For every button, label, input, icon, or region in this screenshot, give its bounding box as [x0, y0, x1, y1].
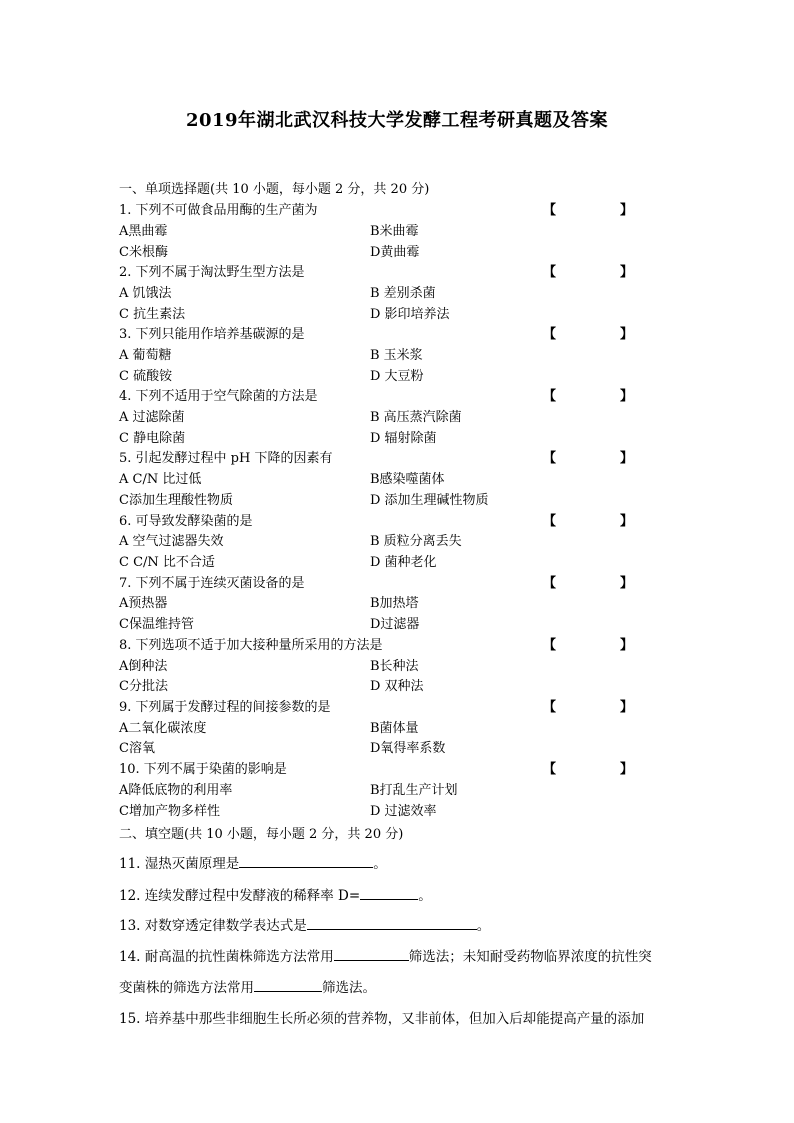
option-b[interactable]: B 质粒分离丢失: [370, 534, 462, 550]
answer-bracket-left: 【: [543, 389, 557, 405]
question-stem: 7. 下列不属于连续灭菌设备的是: [119, 575, 305, 591]
question-stem: 6. 可导致发酵染菌的是: [119, 513, 253, 529]
question-stem: 1. 下列不可做食品用酶的生产菌为: [119, 203, 318, 218]
answer-bracket-right: 】: [620, 575, 634, 591]
option-d[interactable]: D 添加生理碱性物质: [370, 493, 489, 508]
fill-question-12: [119, 885, 432, 906]
option-b[interactable]: B打乱生产计划: [370, 782, 458, 798]
option-d[interactable]: D 过滤效率: [370, 803, 437, 819]
option-a[interactable]: A C/N 比过低: [119, 472, 202, 488]
answer-bracket-right: 】: [620, 761, 634, 777]
answer-bracket-left: 【: [543, 265, 557, 281]
answer-blank[interactable]: [254, 977, 322, 992]
option-d[interactable]: D 双种法: [370, 679, 424, 695]
question-stem: 9. 下列属于发酵过程的间接参数的是: [119, 699, 331, 715]
fill-question-13: [119, 915, 490, 936]
answer-blank[interactable]: [334, 946, 409, 961]
option-d[interactable]: D 菌种老化: [370, 555, 437, 571]
option-d[interactable]: D黄曲霉: [370, 244, 420, 260]
answer-bracket-left: 【: [543, 513, 557, 529]
fill-question-text: 14. 耐高温的抗性菌株筛选方法常用: [119, 949, 334, 965]
answer-bracket-left: 【: [543, 203, 557, 218]
option-a[interactable]: A预热器: [119, 596, 168, 612]
fill-question-15: 15. 培养基中那些非细胞生长所必须的营养物，又非前体，但加入后却能提高产量的添加: [119, 1011, 645, 1027]
fill-question-text: 变菌株的筛选方法常用: [119, 980, 254, 996]
option-d[interactable]: D 影印培养法: [370, 306, 450, 322]
option-a[interactable]: A 饥饿法: [119, 285, 172, 301]
option-b[interactable]: B 高压蒸汽除菌: [370, 410, 462, 426]
question-stem: 8. 下列选项不适于加大接种量所采用的方法是: [119, 637, 383, 653]
answer-bracket-right: 】: [620, 451, 634, 467]
option-a[interactable]: A 葡萄糖: [119, 348, 172, 363]
option-c[interactable]: C保温维持管: [119, 617, 194, 633]
option-d[interactable]: D氧得率系数: [370, 741, 446, 757]
answer-bracket-right: 】: [620, 203, 634, 218]
option-b[interactable]: B感染噬菌体: [370, 472, 445, 488]
section-heading-choice: 一、单项选择题(共 10 小题，每小题 2 分，共 20 分): [119, 182, 430, 197]
answer-bracket-right: 】: [620, 327, 634, 343]
option-b[interactable]: B菌体量: [370, 720, 419, 736]
option-b[interactable]: B米曲霉: [370, 223, 419, 239]
answer-blank[interactable]: [360, 885, 418, 900]
option-c[interactable]: C C/N 比不合适: [119, 555, 215, 571]
answer-bracket-right: 】: [620, 513, 634, 529]
option-a[interactable]: A二氧化碳浓度: [119, 720, 207, 736]
fill-question-text: 。: [476, 918, 491, 934]
question-stem: 2. 下列不属于淘汰野生型方法是: [119, 265, 305, 281]
answer-bracket-right: 】: [620, 265, 634, 281]
question-stem: 3. 下列只能用作培养基碳源的是: [119, 327, 305, 343]
option-a[interactable]: A 过滤除菌: [119, 410, 185, 426]
answer-bracket-left: 【: [543, 327, 557, 343]
option-a[interactable]: A 空气过滤器失效: [119, 534, 224, 550]
answer-bracket-left: 【: [543, 451, 557, 467]
option-a[interactable]: A黑曲霉: [119, 223, 168, 239]
option-c[interactable]: C分批法: [119, 679, 168, 695]
option-d[interactable]: D 大豆粉: [370, 368, 424, 384]
option-b[interactable]: B 差别杀菌: [370, 285, 436, 301]
option-b[interactable]: B 玉米浆: [370, 348, 423, 363]
fill-question-text: 。: [373, 856, 387, 872]
fill-question-text: 。: [418, 888, 432, 904]
answer-blank[interactable]: [239, 853, 373, 868]
fill-question-text: 13. 对数穿透定律数学表达式是: [119, 918, 307, 934]
question-stem: 5. 引起发酵过程中 pH 下降的因素有: [119, 451, 333, 467]
fill-question-text: 筛选法；未知耐受药物临界浓度的抗性突: [408, 949, 652, 965]
fill-question-11: [119, 853, 387, 874]
answer-bracket-left: 【: [543, 637, 557, 653]
option-a[interactable]: A倒种法: [119, 658, 168, 674]
answer-bracket-left: 【: [543, 761, 557, 777]
fill-question-14: [119, 946, 652, 967]
answer-blank[interactable]: [307, 915, 477, 930]
option-c[interactable]: C 静电除菌: [119, 430, 186, 446]
fill-question-text: 11. 湿热灭菌原理是: [119, 856, 240, 872]
option-b[interactable]: B长种法: [370, 658, 419, 674]
fill-question-text: 12. 连续发酵过程中发酵液的稀释率 D=: [119, 888, 361, 904]
fill-question-text: 筛选法。: [322, 980, 376, 996]
option-c[interactable]: C米根酶: [119, 244, 168, 260]
option-c[interactable]: C添加生理酸性物质: [119, 493, 233, 508]
option-c[interactable]: C增加产物多样性: [119, 803, 220, 819]
question-stem: 4. 下列不适用于空气除菌的方法是: [119, 389, 318, 405]
option-c[interactable]: C 硫酸铵: [119, 368, 173, 384]
page-title: 2019年湖北武汉科技大学发酵工程考研真题及答案: [185, 110, 609, 131]
answer-bracket-right: 】: [620, 699, 634, 715]
answer-bracket-left: 【: [543, 699, 557, 715]
answer-bracket-left: 【: [543, 575, 557, 591]
question-stem: 10. 下列不属于染菌的影响是: [119, 761, 287, 777]
option-d[interactable]: D 辐射除菌: [370, 430, 437, 446]
option-a[interactable]: A降低底物的利用率: [119, 782, 233, 798]
section-heading-fill: 二、填空题(共 10 小题，每小题 2 分，共 20 分): [119, 827, 404, 842]
option-c[interactable]: C溶氧: [119, 741, 155, 757]
fill-question-14-cont: [119, 977, 376, 998]
option-c[interactable]: C 抗生素法: [119, 306, 186, 322]
answer-bracket-right: 】: [620, 389, 634, 405]
option-b[interactable]: B加热塔: [370, 596, 419, 612]
answer-bracket-right: 】: [620, 637, 634, 653]
option-d[interactable]: D过滤器: [370, 617, 420, 633]
